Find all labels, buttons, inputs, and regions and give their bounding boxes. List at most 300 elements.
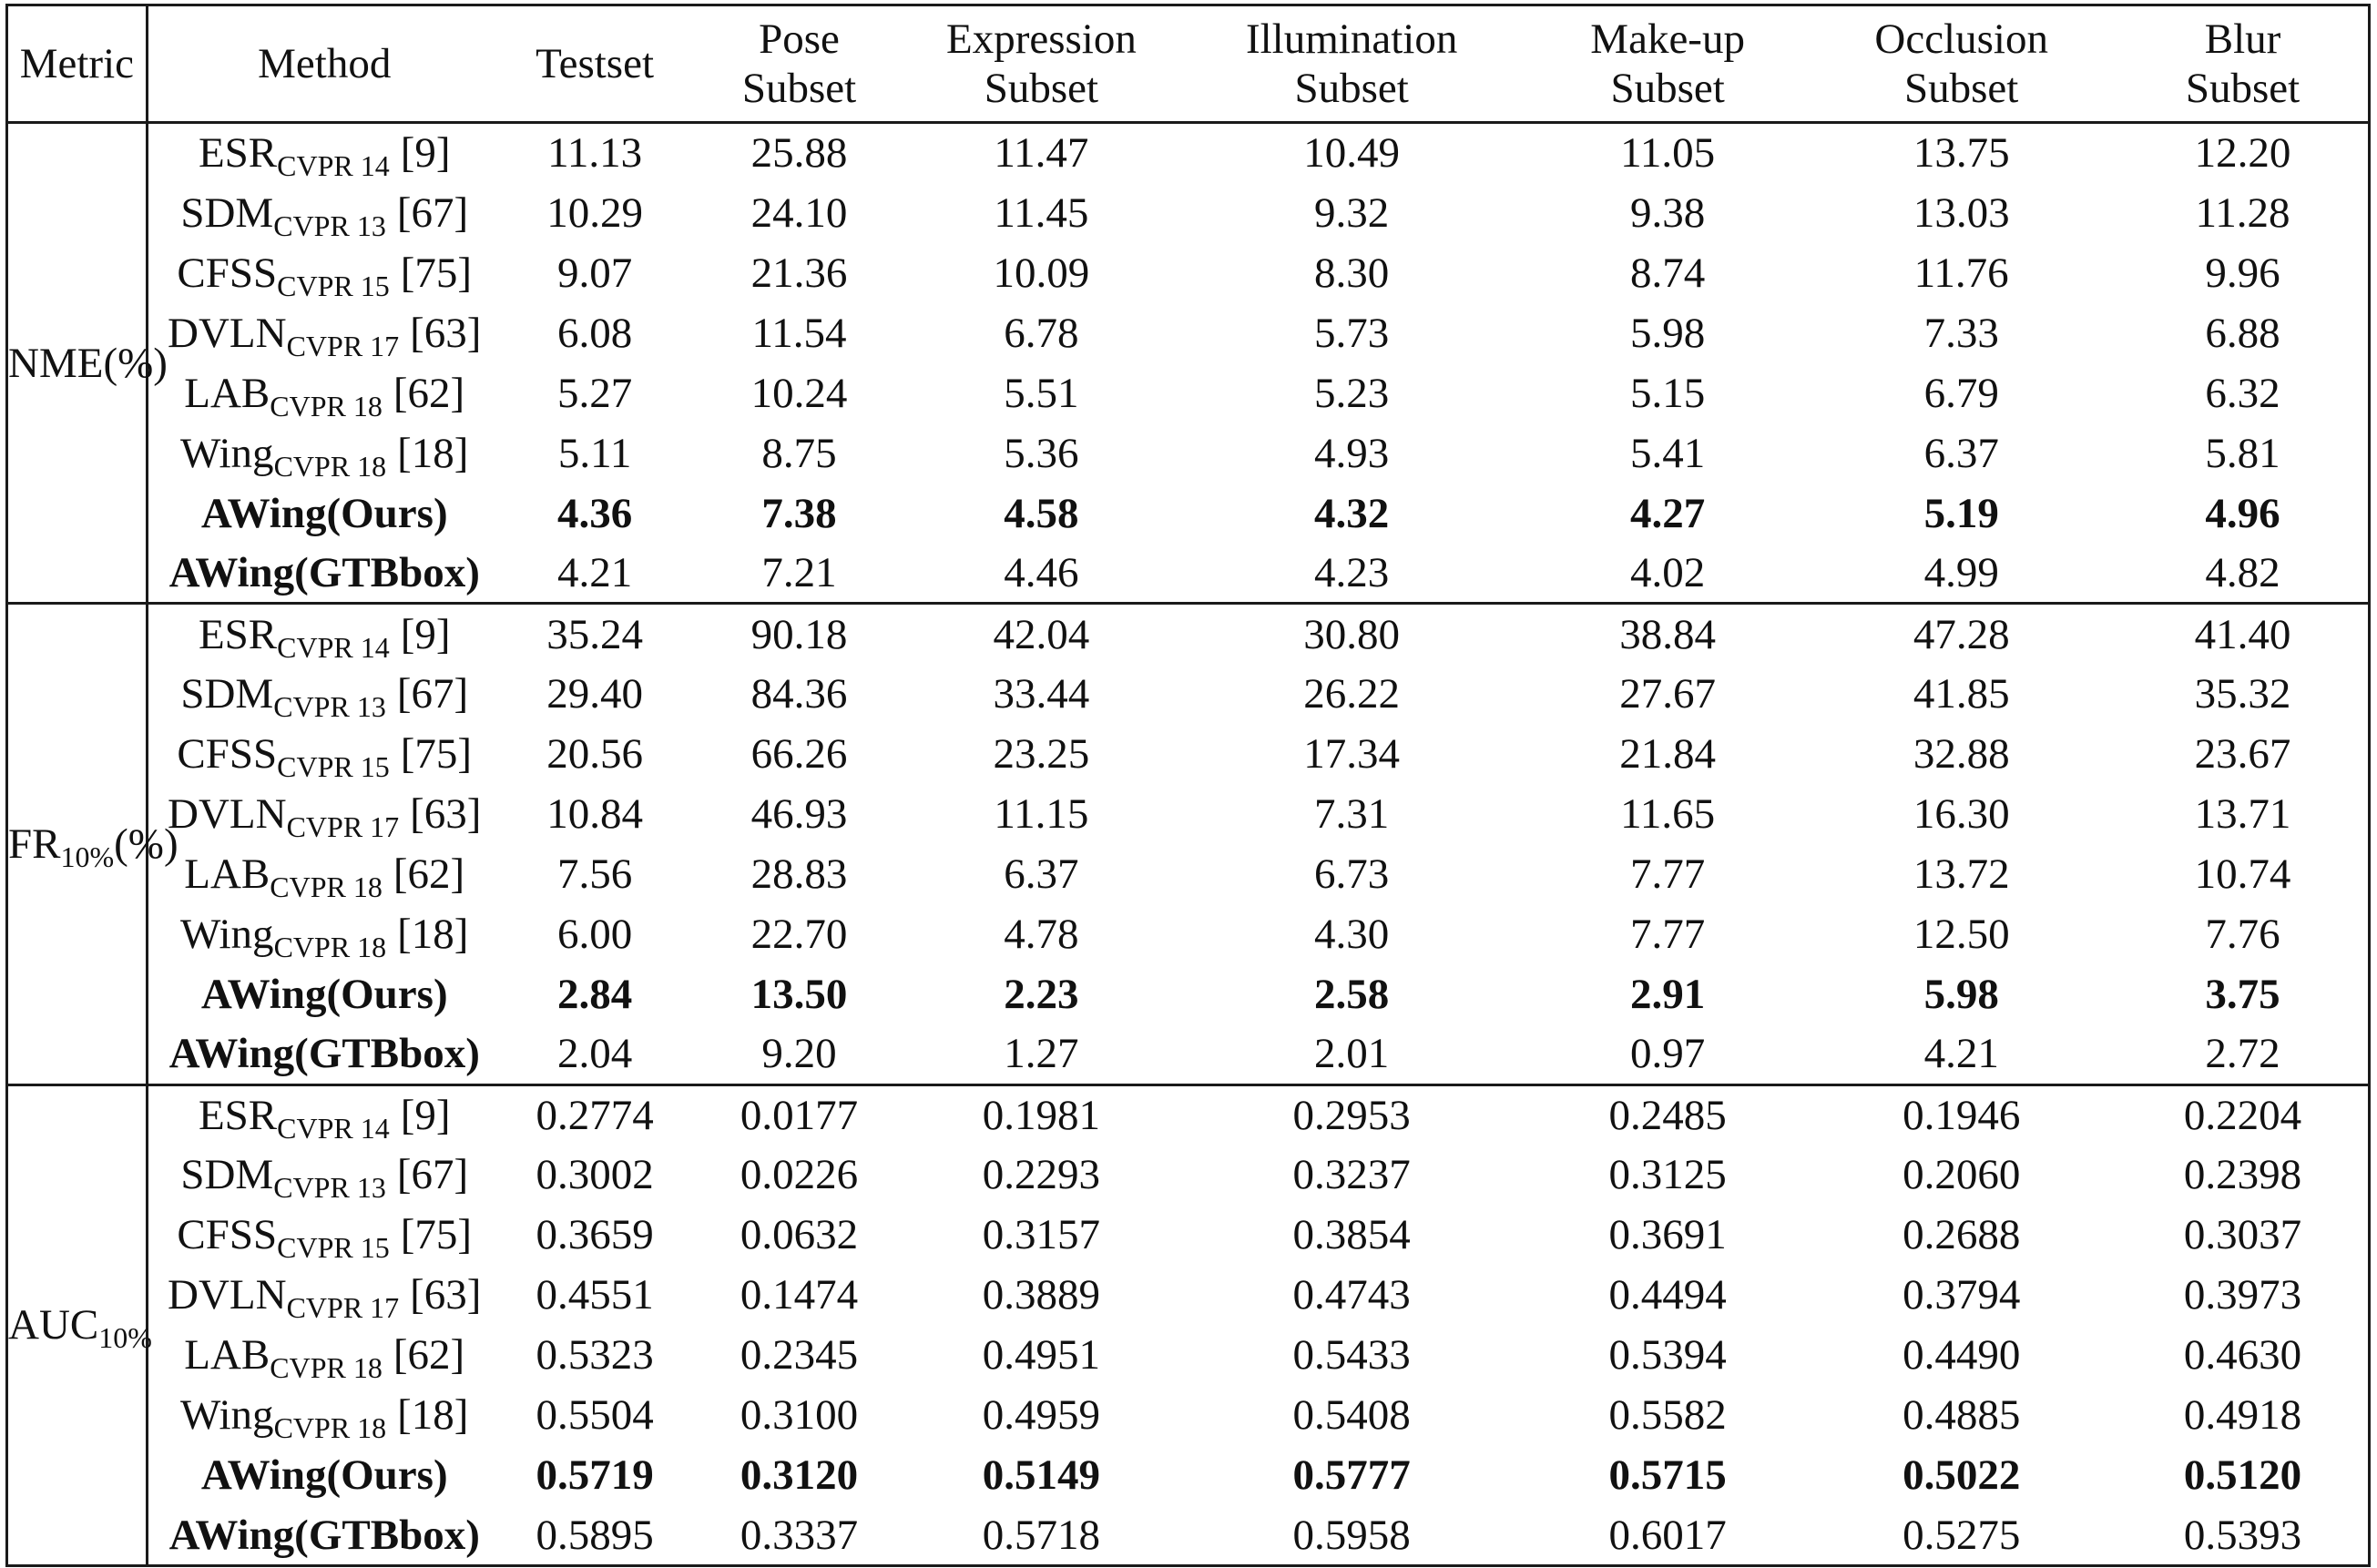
value-cell: 21.84: [1619, 729, 1716, 778]
method-name: CFSS: [177, 729, 278, 778]
value-cell: 13.71: [2194, 789, 2291, 838]
header-col-5: [1805, 5, 2117, 123]
value-cell: 0.5777: [1292, 1451, 1411, 1500]
value-cell: 10.29: [546, 188, 643, 237]
header-col-line: Blur: [2204, 15, 2281, 63]
value-cell: 41.85: [1913, 669, 2010, 718]
value-cell: 7.21: [761, 549, 837, 596]
value-cell: 0.4490: [1903, 1331, 2021, 1380]
value-cell: 9.20: [761, 1030, 837, 1078]
value-cell: 4.21: [556, 549, 633, 596]
method-citation: [63]: [410, 309, 482, 357]
header-col-0: [501, 5, 689, 123]
method-citation: [18]: [397, 429, 469, 477]
method-citation: [62]: [393, 369, 465, 417]
method-name: AWing(GTBbox): [168, 1030, 480, 1078]
value-cell: 4.46: [1004, 549, 1079, 596]
value-cell: 0.1981: [910, 1084, 1174, 1145]
value-cell: 23.25: [993, 729, 1090, 778]
value-cell: 0.5719: [536, 1451, 654, 1500]
value-cell: 0.5149: [982, 1451, 1101, 1500]
method-venue: CVPR 15: [277, 749, 390, 783]
method-name: Wing: [180, 910, 274, 958]
method-venue: CVPR 17: [286, 329, 400, 362]
metric-main: FR: [8, 820, 61, 868]
value-cell: 1.27: [1004, 1030, 1079, 1078]
method-name: DVLN: [168, 1271, 287, 1319]
header-col-line: Make-up: [1590, 15, 1745, 63]
value-cell: 2.04: [556, 1030, 633, 1078]
table-row: [7, 363, 2370, 423]
value-cell: 0.5022: [1903, 1451, 2021, 1500]
method-venue: CVPR 14: [277, 1111, 390, 1145]
value-cell: 0.3125: [1608, 1151, 1727, 1199]
value-cell: 10.09: [993, 249, 1090, 297]
value-cell: 0.5408: [1292, 1391, 1411, 1440]
value-cell: 0.3037: [2183, 1211, 2302, 1259]
value-cell: 35.24: [501, 604, 689, 664]
value-cell: 4.93: [1314, 429, 1390, 477]
value-cell: 38.84: [1530, 604, 1805, 664]
value-cell: 0.5718: [982, 1511, 1101, 1559]
method-citation: [75]: [400, 729, 473, 778]
value-cell: 0.5715: [1608, 1451, 1727, 1500]
value-cell: 0.3973: [2183, 1271, 2302, 1319]
method-citation: [63]: [410, 789, 482, 838]
header-col-3: [1173, 5, 1530, 123]
table-row: [7, 1205, 2370, 1265]
value-cell: 4.30: [1314, 910, 1390, 958]
header-col-line: Subset: [741, 65, 857, 112]
method-cell: [147, 303, 501, 363]
method-name: SDM: [180, 1151, 274, 1199]
value-cell: 4.32: [1314, 489, 1390, 537]
value-cell: 6.37: [1923, 429, 1999, 477]
value-cell: 13.75: [1913, 129, 2010, 178]
value-cell: 11.05: [1620, 129, 1716, 178]
value-cell: 0.2688: [1903, 1211, 2021, 1259]
value-cell: 0.5582: [1608, 1391, 1727, 1440]
method-name: LAB: [184, 1331, 270, 1380]
value-cell: 21.36: [750, 249, 848, 297]
value-cell: 6.00: [556, 910, 633, 958]
value-cell: 46.93: [750, 789, 848, 838]
method-cell: [147, 784, 501, 844]
value-cell: 5.11: [557, 429, 632, 477]
method-cell: [147, 1505, 501, 1565]
table-row: [7, 664, 2370, 724]
method-cell: [147, 544, 501, 604]
method-cell: [147, 1084, 501, 1145]
value-cell: 20.56: [546, 729, 643, 778]
value-cell: 7.38: [761, 489, 837, 537]
value-cell: 0.1474: [740, 1271, 859, 1319]
value-cell: 13.03: [1913, 188, 2010, 237]
method-cell: [147, 1205, 501, 1265]
method-name: ESR: [198, 1091, 278, 1139]
method-citation: [9]: [400, 1091, 451, 1139]
method-cell: [147, 964, 501, 1024]
value-cell: 23.67: [2194, 729, 2291, 778]
method-name: DVLN: [168, 789, 287, 838]
value-cell: 0.2485: [1530, 1084, 1805, 1145]
method-cell: [147, 363, 501, 423]
method-name: CFSS: [177, 1211, 278, 1259]
method-name: CFSS: [177, 249, 278, 297]
method-citation: [63]: [410, 1271, 482, 1319]
value-cell: 12.50: [1913, 910, 2010, 958]
value-cell: 0.2293: [982, 1151, 1101, 1199]
table-row: [7, 1325, 2370, 1385]
value-cell: 2.72: [2205, 1030, 2280, 1078]
method-cell: [147, 1145, 501, 1205]
value-cell: 0.4959: [982, 1391, 1101, 1440]
method-venue: CVPR 18: [270, 389, 383, 423]
value-cell: 13.72: [1913, 850, 2010, 898]
value-cell: 11.76: [1913, 249, 2009, 297]
value-cell: 8.75: [761, 429, 837, 477]
method-citation: [75]: [400, 249, 473, 297]
method-citation: [67]: [396, 669, 469, 718]
method-name: LAB: [184, 369, 270, 417]
value-cell: 17.34: [1303, 729, 1401, 778]
method-cell: [147, 1385, 501, 1445]
value-cell: 11.65: [1620, 789, 1716, 838]
value-cell: 0.2345: [740, 1331, 859, 1380]
value-cell: 4.36: [556, 489, 633, 537]
value-cell: 9.38: [1630, 188, 1706, 237]
method-name: AWing(GTBbox): [168, 1511, 480, 1559]
results-table: [5, 4, 2371, 1567]
value-cell: 0.5433: [1292, 1331, 1411, 1380]
table-row: [7, 183, 2370, 243]
table-row: [7, 904, 2370, 964]
metric-subscript: 10%: [98, 1321, 152, 1355]
header-col-line: Subset: [984, 65, 1099, 112]
value-cell: 11.54: [751, 309, 847, 357]
value-cell: 0.4743: [1292, 1271, 1411, 1319]
header-col-line: Subset: [1610, 65, 1725, 112]
table-row: [7, 1145, 2370, 1205]
method-name: Wing: [180, 429, 274, 477]
method-cell: [147, 1024, 501, 1084]
value-cell: 13.50: [750, 971, 848, 1018]
method-cell: [147, 724, 501, 784]
value-cell: 33.44: [993, 669, 1090, 718]
table-row: [7, 964, 2370, 1024]
header-col-6: [2117, 5, 2369, 123]
table-row: [7, 423, 2370, 484]
table-row: [7, 1084, 2370, 1145]
metric-main: AUC: [8, 1301, 99, 1349]
value-cell: 0.5120: [2183, 1451, 2302, 1500]
value-cell: 0.3157: [982, 1211, 1101, 1259]
value-cell: 5.41: [1630, 429, 1706, 477]
value-cell: 22.70: [750, 910, 848, 958]
value-cell: 0.3237: [1292, 1151, 1411, 1199]
value-cell: 24.10: [750, 188, 848, 237]
value-cell: 0.3337: [740, 1511, 859, 1559]
value-cell: 90.18: [689, 604, 909, 664]
method-venue: CVPR 15: [277, 1231, 390, 1265]
value-cell: 0.3100: [740, 1391, 859, 1440]
table-row: [7, 1385, 2370, 1445]
table-row: [7, 243, 2370, 303]
value-cell: 5.36: [1004, 429, 1079, 477]
value-cell: 32.88: [1913, 729, 2010, 778]
value-cell: 6.79: [1923, 369, 1999, 417]
header-col-line: Subset: [1294, 65, 1409, 112]
method-venue: CVPR 18: [273, 449, 387, 483]
metric-group: [7, 1084, 2370, 1565]
value-cell: 4.58: [1004, 489, 1079, 537]
method-venue: CVPR 14: [277, 630, 390, 664]
header-col-line: Pose: [759, 15, 840, 63]
method-venue: CVPR 18: [270, 1351, 383, 1385]
metric-group: [7, 123, 2370, 604]
value-cell: 2.91: [1630, 971, 1706, 1018]
value-cell: 4.23: [1314, 549, 1390, 596]
header-col-line: Occlusion: [1874, 15, 2048, 63]
value-cell: 0.4918: [2183, 1391, 2302, 1440]
method-citation: [9]: [400, 129, 451, 178]
table-row: [7, 1505, 2370, 1565]
value-cell: 11.15: [994, 789, 1089, 838]
value-cell: 0.5394: [1608, 1331, 1727, 1380]
value-cell: 11.45: [994, 188, 1089, 237]
value-cell: 6.88: [2205, 309, 2280, 357]
method-venue: CVPR 18: [270, 870, 383, 903]
value-cell: 0.4630: [2183, 1331, 2302, 1380]
value-cell: 7.77: [1630, 910, 1706, 958]
value-cell: 0.2060: [1903, 1151, 2021, 1199]
header-col-line: Testset: [536, 39, 655, 87]
value-cell: 8.30: [1314, 249, 1390, 297]
method-cell: [147, 904, 501, 964]
header-col-line: Expression: [945, 15, 1137, 63]
header-col-line: Illumination: [1245, 15, 1458, 63]
method-cell: [147, 183, 501, 243]
value-cell: 0.5393: [2183, 1511, 2302, 1559]
value-cell: 0.0226: [740, 1151, 859, 1199]
header-method: Method: [147, 5, 501, 123]
value-cell: 5.15: [1630, 369, 1706, 417]
method-venue: CVPR 13: [273, 689, 386, 723]
method-cell: [147, 484, 501, 544]
value-cell: 10.24: [750, 369, 848, 417]
metric-group: [7, 604, 2370, 1084]
method-name: AWing(Ours): [200, 489, 448, 537]
method-citation: [18]: [397, 1391, 469, 1440]
value-cell: 66.26: [750, 729, 848, 778]
metric-label: [7, 604, 179, 1084]
value-cell: 8.74: [1630, 249, 1706, 297]
value-cell: 41.40: [2117, 604, 2369, 664]
header-col-2: [910, 5, 1174, 123]
value-cell: 11.47: [994, 129, 1089, 178]
method-cell: [147, 1445, 501, 1505]
value-cell: 4.02: [1630, 549, 1706, 596]
header-row: [7, 5, 2370, 123]
method-name: LAB: [184, 850, 270, 898]
value-cell: 10.74: [2194, 850, 2291, 898]
value-cell: 0.3854: [1292, 1211, 1411, 1259]
method-cell: [147, 123, 501, 183]
value-cell: 2.01: [1314, 1030, 1390, 1078]
metric-suffix: (%): [114, 820, 179, 868]
method-citation: [67]: [396, 1151, 469, 1199]
header-col-1: [689, 5, 909, 123]
value-cell: 9.32: [1314, 188, 1390, 237]
value-cell: 4.21: [1923, 1030, 1999, 1078]
method-venue: CVPR 13: [273, 1171, 386, 1205]
value-cell: 6.32: [2205, 369, 2280, 417]
value-cell: 3.75: [2205, 971, 2280, 1018]
value-cell: 0.5504: [536, 1391, 654, 1440]
method-name: ESR: [198, 610, 278, 658]
value-cell: 6.78: [1004, 309, 1079, 357]
metric-label: [7, 123, 168, 604]
method-venue: CVPR 13: [273, 209, 386, 242]
value-cell: 29.40: [546, 669, 643, 718]
value-cell: 6.37: [1004, 850, 1079, 898]
table-row: [7, 484, 2370, 544]
value-cell: 0.4951: [982, 1331, 1101, 1380]
value-cell: 0.5323: [536, 1331, 654, 1380]
value-cell: 0.3794: [1903, 1271, 2021, 1319]
method-citation: [9]: [400, 610, 451, 658]
value-cell: 7.31: [1314, 789, 1390, 838]
method-name: SDM: [180, 188, 274, 237]
value-cell: 0.1946: [1805, 1084, 2117, 1145]
value-cell: 27.67: [1619, 669, 1716, 718]
value-cell: 0.2398: [2183, 1151, 2302, 1199]
value-cell: 4.82: [2205, 549, 2280, 596]
method-venue: CVPR 14: [277, 149, 390, 183]
value-cell: 42.04: [910, 604, 1174, 664]
value-cell: 47.28: [1805, 604, 2117, 664]
value-cell: 0.5275: [1903, 1511, 2021, 1559]
method-venue: CVPR 17: [286, 809, 400, 843]
value-cell: 10.84: [546, 789, 643, 838]
value-cell: 4.27: [1630, 489, 1706, 537]
header-col-line: Subset: [2185, 65, 2300, 112]
value-cell: 6.08: [556, 309, 633, 357]
value-cell: 0.0632: [740, 1211, 859, 1259]
method-cell: [147, 664, 501, 724]
value-cell: 12.20: [2194, 129, 2291, 178]
value-cell: 11.13: [547, 129, 643, 178]
method-name: AWing(Ours): [200, 971, 448, 1018]
method-venue: CVPR 18: [273, 930, 387, 963]
table-row: [7, 844, 2370, 904]
value-cell: 9.07: [556, 249, 633, 297]
method-venue: CVPR 17: [286, 1291, 400, 1325]
value-cell: 0.4885: [1903, 1391, 2021, 1440]
method-venue: CVPR 18: [273, 1411, 387, 1445]
value-cell: 0.3889: [982, 1271, 1101, 1319]
value-cell: 0.97: [1630, 1030, 1706, 1078]
value-cell: 5.81: [2205, 429, 2280, 477]
table-row: [7, 1445, 2370, 1505]
value-cell: 4.99: [1923, 549, 1999, 596]
value-cell: 30.80: [1173, 604, 1530, 664]
value-cell: 5.27: [556, 369, 633, 417]
method-name: ESR: [198, 129, 278, 178]
value-cell: 0.5895: [536, 1511, 654, 1559]
value-cell: 4.96: [2205, 489, 2280, 537]
value-cell: 5.51: [1004, 369, 1079, 417]
header-col-4: [1530, 5, 1805, 123]
value-cell: 7.56: [556, 850, 633, 898]
table-row: [7, 303, 2370, 363]
value-cell: 6.73: [1314, 850, 1390, 898]
method-cell: [147, 604, 501, 664]
value-cell: 5.23: [1314, 369, 1390, 417]
table-row: [7, 1265, 2370, 1325]
value-cell: 16.30: [1913, 789, 2010, 838]
value-cell: 2.84: [556, 971, 633, 1018]
table-row: [7, 604, 2370, 664]
method-citation: [18]: [397, 910, 469, 958]
method-citation: [67]: [396, 188, 469, 237]
value-cell: 0.4551: [536, 1271, 654, 1319]
value-cell: 5.98: [1923, 971, 1999, 1018]
value-cell: 0.6017: [1608, 1511, 1727, 1559]
method-citation: [62]: [393, 850, 465, 898]
value-cell: 7.33: [1923, 309, 1999, 357]
value-cell: 0.3002: [536, 1151, 654, 1199]
value-cell: 5.19: [1923, 489, 1999, 537]
value-cell: 0.0177: [689, 1084, 909, 1145]
header-metric: Metric: [7, 5, 148, 123]
header-col-line: Subset: [1904, 65, 2019, 112]
metric-label: [7, 1084, 152, 1565]
value-cell: 0.4494: [1608, 1271, 1727, 1319]
method-cell: [147, 1265, 501, 1325]
table-row: [7, 724, 2370, 784]
value-cell: 7.76: [2205, 910, 2280, 958]
value-cell: 9.96: [2205, 249, 2280, 297]
value-cell: 0.3659: [536, 1211, 654, 1259]
method-name: AWing(Ours): [200, 1451, 448, 1500]
method-cell: [147, 423, 501, 484]
value-cell: 5.98: [1630, 309, 1706, 357]
value-cell: 0.2953: [1173, 1084, 1530, 1145]
value-cell: 0.5958: [1292, 1511, 1411, 1559]
method-venue: CVPR 15: [277, 269, 390, 302]
value-cell: 2.23: [1004, 971, 1079, 1018]
value-cell: 26.22: [1303, 669, 1401, 718]
table-row: [7, 784, 2370, 844]
method-cell: [147, 844, 501, 904]
value-cell: 0.2774: [501, 1084, 689, 1145]
method-citation: [62]: [393, 1331, 465, 1380]
metric-main: NME(%): [8, 339, 168, 387]
table-row: [7, 544, 2370, 604]
value-cell: 35.32: [2194, 669, 2291, 718]
value-cell: 84.36: [750, 669, 848, 718]
value-cell: 0.3120: [740, 1451, 859, 1500]
table-header: [7, 5, 2370, 123]
value-cell: 0.3691: [1608, 1211, 1727, 1259]
value-cell: 2.58: [1314, 971, 1390, 1018]
value-cell: 25.88: [750, 129, 848, 178]
method-name: Wing: [180, 1391, 274, 1440]
method-cell: [147, 243, 501, 303]
value-cell: 10.49: [1303, 129, 1401, 178]
value-cell: 11.28: [2195, 188, 2290, 237]
